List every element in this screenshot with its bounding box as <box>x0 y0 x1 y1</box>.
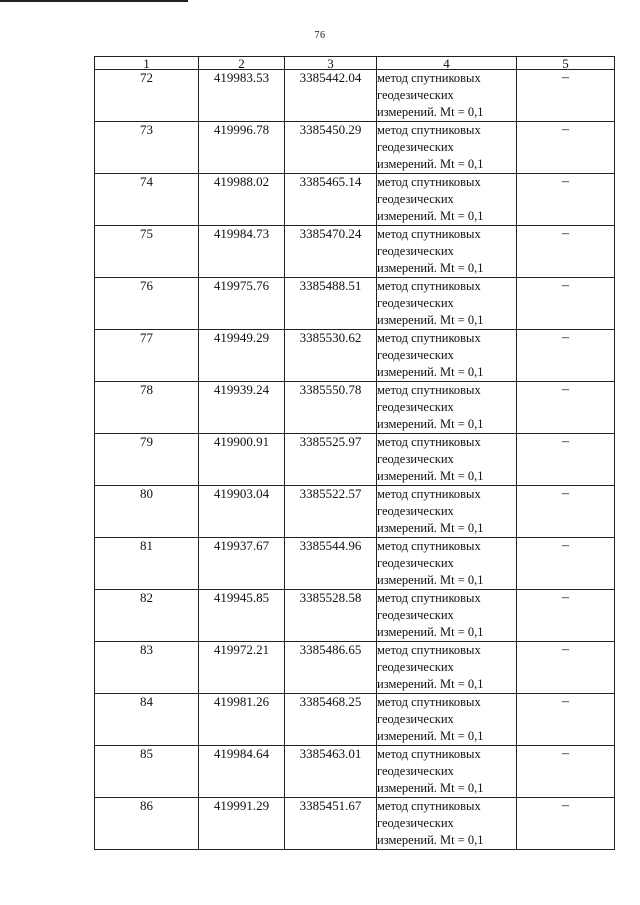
determination-method <box>377 538 517 590</box>
coordinate-y: 3385544.96 <box>285 538 377 590</box>
column-5-value: – <box>517 122 615 174</box>
column-5-value: – <box>517 434 615 486</box>
method-line: измерений. Mt = 0,1 <box>377 313 484 327</box>
column-header-3: 3 <box>285 57 377 70</box>
coordinate-y: 3385530.62 <box>285 330 377 382</box>
column-5-value: – <box>517 486 615 538</box>
coordinate-y: 3385451.67 <box>285 798 377 850</box>
table-row <box>95 486 615 538</box>
method-line: измерений. Mt = 0,1 <box>377 157 484 171</box>
point-number: 74 <box>95 174 199 226</box>
method-line: измерений. Mt = 0,1 <box>377 469 484 483</box>
column-5-value: – <box>517 746 615 798</box>
determination-method <box>377 642 517 694</box>
method-line: метод спутниковых <box>377 695 481 709</box>
coordinate-x: 419983.53 <box>199 70 285 122</box>
coordinate-y: 3385488.51 <box>285 278 377 330</box>
coordinate-y: 3385486.65 <box>285 642 377 694</box>
method-line: геодезических <box>377 296 454 310</box>
coordinate-x: 419984.64 <box>199 746 285 798</box>
point-number: 86 <box>95 798 199 850</box>
method-line: метод спутниковых <box>377 539 481 553</box>
method-line: метод спутниковых <box>377 279 481 293</box>
table-row <box>95 122 615 174</box>
header-row <box>95 57 615 70</box>
determination-method <box>377 330 517 382</box>
column-header-5: 5 <box>517 57 615 70</box>
method-line: метод спутниковых <box>377 71 481 85</box>
method-line: измерений. Mt = 0,1 <box>377 417 484 431</box>
coordinate-y: 3385528.58 <box>285 590 377 642</box>
coordinate-y: 3385522.57 <box>285 486 377 538</box>
method-line: метод спутниковых <box>377 487 481 501</box>
method-line: геодезических <box>377 452 454 466</box>
column-5-value: – <box>517 590 615 642</box>
column-5-value: – <box>517 174 615 226</box>
determination-method <box>377 590 517 642</box>
method-line: измерений. Mt = 0,1 <box>377 521 484 535</box>
method-line: метод спутниковых <box>377 591 481 605</box>
method-line: метод спутниковых <box>377 643 481 657</box>
coordinate-y: 3385442.04 <box>285 70 377 122</box>
table-row <box>95 330 615 382</box>
method-line: геодезических <box>377 348 454 362</box>
point-number: 80 <box>95 486 199 538</box>
table-row <box>95 642 615 694</box>
column-5-value: – <box>517 694 615 746</box>
method-line: измерений. Mt = 0,1 <box>377 573 484 587</box>
column-5-value: – <box>517 226 615 278</box>
method-line: геодезических <box>377 816 454 830</box>
method-line: метод спутниковых <box>377 175 481 189</box>
table-row <box>95 382 615 434</box>
method-line: измерений. Mt = 0,1 <box>377 833 484 847</box>
method-line: метод спутниковых <box>377 227 481 241</box>
coordinate-x: 419903.04 <box>199 486 285 538</box>
coordinate-x: 419984.73 <box>199 226 285 278</box>
top-rule <box>0 0 188 2</box>
determination-method <box>377 694 517 746</box>
point-number: 78 <box>95 382 199 434</box>
point-number: 72 <box>95 70 199 122</box>
determination-method <box>377 434 517 486</box>
method-line: геодезических <box>377 608 454 622</box>
point-number: 83 <box>95 642 199 694</box>
column-header-4: 4 <box>377 57 517 70</box>
method-line: метод спутниковых <box>377 435 481 449</box>
coordinate-x: 419937.67 <box>199 538 285 590</box>
method-line: геодезических <box>377 764 454 778</box>
coordinate-x: 419975.76 <box>199 278 285 330</box>
table-row <box>95 226 615 278</box>
determination-method <box>377 746 517 798</box>
method-line: геодезических <box>377 556 454 570</box>
column-header-1: 1 <box>95 57 199 70</box>
table-body <box>95 70 615 850</box>
method-line: геодезических <box>377 712 454 726</box>
coordinate-y: 3385550.78 <box>285 382 377 434</box>
coordinate-y: 3385465.14 <box>285 174 377 226</box>
table-row <box>95 538 615 590</box>
point-number: 82 <box>95 590 199 642</box>
column-5-value: – <box>517 382 615 434</box>
method-line: геодезических <box>377 192 454 206</box>
method-line: измерений. Mt = 0,1 <box>377 261 484 275</box>
table-row <box>95 798 615 850</box>
column-5-value: – <box>517 538 615 590</box>
coordinate-x: 419972.21 <box>199 642 285 694</box>
method-line: измерений. Mt = 0,1 <box>377 625 484 639</box>
column-5-value: – <box>517 70 615 122</box>
column-header-2: 2 <box>199 57 285 70</box>
coordinate-y: 3385468.25 <box>285 694 377 746</box>
method-line: геодезических <box>377 400 454 414</box>
table-row <box>95 746 615 798</box>
determination-method <box>377 382 517 434</box>
coordinate-x: 419981.26 <box>199 694 285 746</box>
coordinate-y: 3385450.29 <box>285 122 377 174</box>
method-line: измерений. Mt = 0,1 <box>377 729 484 743</box>
column-5-value: – <box>517 642 615 694</box>
point-number: 85 <box>95 746 199 798</box>
column-5-value: – <box>517 278 615 330</box>
coordinate-x: 419991.29 <box>199 798 285 850</box>
coordinate-x: 419945.85 <box>199 590 285 642</box>
method-line: геодезических <box>377 140 454 154</box>
determination-method <box>377 70 517 122</box>
determination-method <box>377 798 517 850</box>
coordinate-x: 419996.78 <box>199 122 285 174</box>
method-line: измерений. Mt = 0,1 <box>377 209 484 223</box>
coordinate-y: 3385463.01 <box>285 746 377 798</box>
method-line: измерений. Mt = 0,1 <box>377 781 484 795</box>
point-number: 77 <box>95 330 199 382</box>
page-number: 76 <box>314 30 326 41</box>
table-row <box>95 590 615 642</box>
coordinate-x: 419939.24 <box>199 382 285 434</box>
coordinate-y: 3385470.24 <box>285 226 377 278</box>
determination-method <box>377 278 517 330</box>
point-number: 84 <box>95 694 199 746</box>
method-line: метод спутниковых <box>377 799 481 813</box>
column-5-value: – <box>517 330 615 382</box>
method-line: метод спутниковых <box>377 747 481 761</box>
method-line: измерений. Mt = 0,1 <box>377 105 484 119</box>
method-line: метод спутниковых <box>377 331 481 345</box>
determination-method <box>377 174 517 226</box>
point-number: 73 <box>95 122 199 174</box>
point-number: 75 <box>95 226 199 278</box>
table-row <box>95 694 615 746</box>
point-number: 79 <box>95 434 199 486</box>
coordinates-table <box>94 56 615 850</box>
determination-method <box>377 226 517 278</box>
coordinate-x: 419988.02 <box>199 174 285 226</box>
determination-method <box>377 122 517 174</box>
point-number: 76 <box>95 278 199 330</box>
coordinate-x: 419900.91 <box>199 434 285 486</box>
method-line: геодезических <box>377 88 454 102</box>
point-number: 81 <box>95 538 199 590</box>
method-line: геодезических <box>377 660 454 674</box>
method-line: измерений. Mt = 0,1 <box>377 677 484 691</box>
table-row <box>95 278 615 330</box>
determination-method <box>377 486 517 538</box>
coordinate-y: 3385525.97 <box>285 434 377 486</box>
table-row <box>95 70 615 122</box>
method-line: геодезических <box>377 244 454 258</box>
method-line: метод спутниковых <box>377 123 481 137</box>
method-line: измерений. Mt = 0,1 <box>377 365 484 379</box>
coordinate-x: 419949.29 <box>199 330 285 382</box>
method-line: метод спутниковых <box>377 383 481 397</box>
table-row <box>95 174 615 226</box>
table-row <box>95 434 615 486</box>
column-5-value: – <box>517 798 615 850</box>
method-line: геодезических <box>377 504 454 518</box>
